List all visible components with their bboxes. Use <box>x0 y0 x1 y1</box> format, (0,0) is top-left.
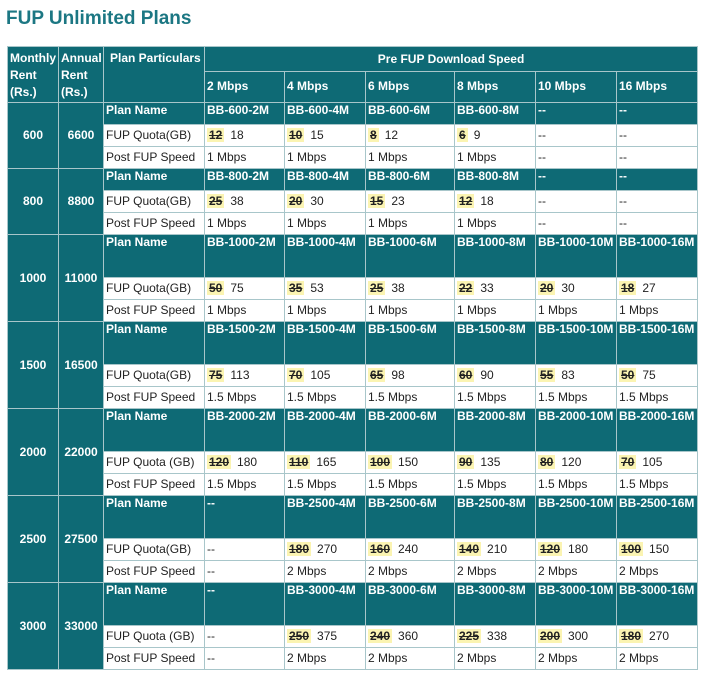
plan-name-cell: BB-2000-2M <box>205 409 285 452</box>
post-fup-cell: 2 Mbps <box>617 561 698 583</box>
plan-name-cell: BB-1000-4M <box>285 235 366 278</box>
post-fup-cell: 2 Mbps <box>366 561 455 583</box>
new-quota: 15 <box>310 128 324 142</box>
post-fup-cell: 2 Mbps <box>455 561 536 583</box>
old-quota: 18 <box>621 281 635 295</box>
plan-name-cell: BB-2000-4M <box>285 409 366 452</box>
new-quota: 30 <box>561 281 575 295</box>
post-fup-cell: 1 Mbps <box>205 300 285 322</box>
speed-header: 2 Mbps <box>205 72 285 103</box>
old-quota: 250 <box>289 629 310 643</box>
post-fup-cell: 1 Mbps <box>455 213 536 235</box>
new-quota: 180 <box>237 455 258 469</box>
plan-name-cell: BB-2000-16M <box>617 409 698 452</box>
plan-name-cell: -- <box>205 496 285 539</box>
old-quota: 35 <box>289 281 303 295</box>
quota-row <box>8 539 698 561</box>
post-fup-cell: 1 Mbps <box>366 213 455 235</box>
old-quota: 100 <box>370 455 391 469</box>
speed-group-header: Pre FUP Download Speed <box>205 47 698 72</box>
post-fup-label: Post FUP Speed <box>104 213 205 235</box>
quota-label: FUP Quota(GB) <box>104 125 205 147</box>
quota-cell <box>617 125 698 147</box>
old-quota: 200 <box>540 629 561 643</box>
old-quota: 50 <box>209 281 223 295</box>
monthly-rent: 2500 <box>8 496 59 583</box>
plan-name-cell: BB-1500-8M <box>455 322 536 365</box>
post-fup-cell: -- <box>536 147 617 169</box>
monthly-rent: 1000 <box>8 235 59 322</box>
new-quota: -- <box>619 194 627 208</box>
quota-label: FUP Quota(GB) <box>104 278 205 300</box>
post-fup-cell: 2 Mbps <box>366 648 455 670</box>
plan-name-cell: BB-1000-10M <box>536 235 617 278</box>
quota-cell <box>617 626 698 648</box>
post-fup-cell: 1.5 Mbps <box>455 387 536 409</box>
post-fup-cell: -- <box>205 648 285 670</box>
quota-cell <box>617 539 698 561</box>
plan-name-row <box>8 409 698 452</box>
old-quota: 12 <box>459 194 473 208</box>
new-quota: 27 <box>642 281 656 295</box>
quota-row <box>8 452 698 474</box>
quota-cell <box>205 626 285 648</box>
monthly-rent: 600 <box>8 103 59 169</box>
quota-cell <box>205 539 285 561</box>
post-fup-cell: -- <box>205 561 285 583</box>
new-quota: 338 <box>487 629 508 643</box>
post-fup-row <box>8 387 698 409</box>
post-fup-cell: 1 Mbps <box>285 300 366 322</box>
speed-header: 6 Mbps <box>366 72 455 103</box>
post-fup-cell: 1.5 Mbps <box>536 387 617 409</box>
plan-name-cell: BB-2000-8M <box>455 409 536 452</box>
plan-name-cell: BB-600-8M <box>455 103 536 125</box>
old-quota: 10 <box>289 128 303 142</box>
old-quota: 25 <box>370 281 384 295</box>
quota-cell <box>205 365 285 387</box>
new-quota: 300 <box>568 629 589 643</box>
post-fup-label: Post FUP Speed <box>104 387 205 409</box>
old-quota: 22 <box>459 281 473 295</box>
old-quota: 110 <box>289 455 309 469</box>
quota-cell <box>205 452 285 474</box>
quota-cell <box>366 125 455 147</box>
new-quota: -- <box>538 194 546 208</box>
old-quota: 90 <box>459 455 473 469</box>
plan-name-row <box>8 496 698 539</box>
speed-header: 8 Mbps <box>455 72 536 103</box>
plan-name-row <box>8 169 698 191</box>
post-fup-cell: 1 Mbps <box>205 213 285 235</box>
old-quota: 60 <box>459 368 473 382</box>
post-fup-cell: 1 Mbps <box>366 147 455 169</box>
plan-name-cell: BB-800-2M <box>205 169 285 191</box>
new-quota: 38 <box>391 281 405 295</box>
new-quota: 9 <box>473 128 481 142</box>
post-fup-row <box>8 300 698 322</box>
plan-name-cell: -- <box>617 103 698 125</box>
plan-name-cell: -- <box>536 169 617 191</box>
old-quota: 70 <box>621 455 635 469</box>
post-fup-cell: 1.5 Mbps <box>617 387 698 409</box>
plan-name-label: Plan Name <box>104 322 205 365</box>
post-fup-cell: 1.5 Mbps <box>366 474 455 496</box>
quota-cell <box>536 626 617 648</box>
plan-name-cell: BB-2500-16M <box>617 496 698 539</box>
plan-name-row <box>8 583 698 626</box>
quota-cell <box>205 191 285 213</box>
post-fup-cell: 1.5 Mbps <box>617 474 698 496</box>
quota-cell <box>455 125 536 147</box>
speed-header: 4 Mbps <box>285 72 366 103</box>
new-quota: 38 <box>230 194 244 208</box>
plan-name-cell: BB-2500-8M <box>455 496 536 539</box>
new-quota: 30 <box>310 194 324 208</box>
post-fup-cell: 1 Mbps <box>205 147 285 169</box>
new-quota: 83 <box>561 368 575 382</box>
post-fup-cell: 1 Mbps <box>617 300 698 322</box>
old-quota: 12 <box>209 128 223 142</box>
quota-cell <box>536 365 617 387</box>
old-quota: 120 <box>540 542 561 556</box>
plan-name-cell: BB-1000-16M <box>617 235 698 278</box>
plan-name-cell: BB-800-6M <box>366 169 455 191</box>
old-quota: 75 <box>209 368 223 382</box>
old-quota: 65 <box>370 368 384 382</box>
post-fup-cell: 1.5 Mbps <box>285 474 366 496</box>
quota-row <box>8 365 698 387</box>
new-quota: 150 <box>649 542 670 556</box>
annual-rent: 8800 <box>59 169 104 235</box>
quota-cell <box>536 191 617 213</box>
plan-name-row <box>8 235 698 278</box>
plan-name-cell: BB-3000-6M <box>366 583 455 626</box>
quota-label: FUP Quota (GB) <box>104 452 205 474</box>
old-quota: 25 <box>209 194 223 208</box>
plan-name-label: Plan Name <box>104 409 205 452</box>
post-fup-label: Post FUP Speed <box>104 300 205 322</box>
quota-row <box>8 278 698 300</box>
plan-name-cell: -- <box>536 103 617 125</box>
quota-cell <box>285 452 366 474</box>
quota-cell <box>617 278 698 300</box>
annual-rent: 27500 <box>59 496 104 583</box>
plan-name-cell: BB-2000-6M <box>366 409 455 452</box>
annual-rent-header: Annual Rent (Rs.) <box>59 47 104 103</box>
annual-rent: 11000 <box>59 235 104 322</box>
quota-row <box>8 191 698 213</box>
post-fup-cell: -- <box>536 213 617 235</box>
old-quota: 6 <box>459 128 466 142</box>
monthly-rent: 2000 <box>8 409 59 496</box>
annual-rent: 33000 <box>59 583 104 670</box>
monthly-rent: 1500 <box>8 322 59 409</box>
annual-rent: 22000 <box>59 409 104 496</box>
plan-name-cell: BB-600-2M <box>205 103 285 125</box>
quota-cell <box>366 626 455 648</box>
plan-name-cell: BB-3000-10M <box>536 583 617 626</box>
quota-cell <box>617 365 698 387</box>
speed-header: 10 Mbps <box>536 72 617 103</box>
quota-cell <box>285 191 366 213</box>
plan-name-cell: -- <box>205 583 285 626</box>
quota-cell <box>455 539 536 561</box>
post-fup-cell: 2 Mbps <box>617 648 698 670</box>
old-quota: 15 <box>370 194 384 208</box>
old-quota: 180 <box>289 542 310 556</box>
old-quota: 50 <box>621 368 635 382</box>
speed-header: 16 Mbps <box>617 72 698 103</box>
quota-cell <box>455 191 536 213</box>
plan-name-cell: -- <box>617 169 698 191</box>
post-fup-cell: 1.5 Mbps <box>366 387 455 409</box>
annual-rent: 6600 <box>59 103 104 169</box>
new-quota: 33 <box>480 281 494 295</box>
new-quota: 18 <box>230 128 244 142</box>
monthly-rent: 3000 <box>8 583 59 670</box>
post-fup-cell: 1.5 Mbps <box>285 387 366 409</box>
quota-cell <box>366 278 455 300</box>
quota-cell <box>366 191 455 213</box>
post-fup-row <box>8 213 698 235</box>
plan-name-label: Plan Name <box>104 103 205 125</box>
post-fup-label: Post FUP Speed <box>104 147 205 169</box>
old-quota: 70 <box>289 368 303 382</box>
monthly-rent-header: Monthly Rent (Rs.) <box>8 47 59 103</box>
new-quota: 98 <box>391 368 405 382</box>
new-quota: 90 <box>480 368 494 382</box>
plan-name-cell: BB-1500-6M <box>366 322 455 365</box>
new-quota: 18 <box>480 194 494 208</box>
new-quota: 165 <box>316 455 337 469</box>
old-quota: 80 <box>540 455 554 469</box>
quota-cell <box>455 365 536 387</box>
new-quota: 105 <box>642 455 663 469</box>
quota-cell <box>536 278 617 300</box>
plan-name-row <box>8 103 698 125</box>
plan-name-cell: BB-2500-4M <box>285 496 366 539</box>
plan-name-cell: BB-800-8M <box>455 169 536 191</box>
quota-cell <box>536 452 617 474</box>
new-quota: 375 <box>317 629 338 643</box>
plan-name-cell: BB-1000-6M <box>366 235 455 278</box>
post-fup-row <box>8 648 698 670</box>
new-quota: 53 <box>310 281 324 295</box>
new-quota: 135 <box>480 455 501 469</box>
quota-cell <box>285 365 366 387</box>
quota-cell <box>205 278 285 300</box>
old-quota: 20 <box>540 281 554 295</box>
quota-cell <box>205 125 285 147</box>
old-quota: 100 <box>621 542 642 556</box>
post-fup-cell: 1 Mbps <box>455 147 536 169</box>
new-quota: -- <box>207 542 215 556</box>
quota-label: FUP Quota (GB) <box>104 626 205 648</box>
plan-name-cell: BB-1500-10M <box>536 322 617 365</box>
quota-cell <box>455 452 536 474</box>
plan-name-cell: BB-1500-4M <box>285 322 366 365</box>
new-quota: 210 <box>487 542 508 556</box>
quota-cell <box>285 278 366 300</box>
plan-name-label: Plan Name <box>104 169 205 191</box>
plan-name-cell: BB-1000-2M <box>205 235 285 278</box>
quota-cell <box>617 191 698 213</box>
post-fup-cell: 2 Mbps <box>285 561 366 583</box>
new-quota: -- <box>619 128 627 142</box>
new-quota: 270 <box>649 629 670 643</box>
post-fup-cell: 1 Mbps <box>366 300 455 322</box>
old-quota: 8 <box>370 128 377 142</box>
post-fup-cell: 2 Mbps <box>536 561 617 583</box>
new-quota: 12 <box>384 128 399 142</box>
old-quota: 20 <box>289 194 303 208</box>
plan-name-label: Plan Name <box>104 496 205 539</box>
new-quota: 105 <box>310 368 331 382</box>
plan-name-cell: BB-1000-8M <box>455 235 536 278</box>
plan-particulars-header: Plan Particulars <box>104 47 205 103</box>
quota-label: FUP Quota(GB) <box>104 365 205 387</box>
new-quota: 23 <box>391 194 405 208</box>
new-quota: 240 <box>398 542 419 556</box>
post-fup-cell: 1.5 Mbps <box>455 474 536 496</box>
post-fup-label: Post FUP Speed <box>104 648 205 670</box>
old-quota: 55 <box>540 368 554 382</box>
new-quota: 270 <box>317 542 338 556</box>
old-quota: 180 <box>621 629 642 643</box>
post-fup-cell: -- <box>617 147 698 169</box>
plan-name-cell: BB-600-6M <box>366 103 455 125</box>
quota-cell <box>285 539 366 561</box>
post-fup-cell: 1.5 Mbps <box>205 387 285 409</box>
plan-name-cell: BB-600-4M <box>285 103 366 125</box>
old-quota: 240 <box>370 629 391 643</box>
post-fup-cell: 1 Mbps <box>536 300 617 322</box>
post-fup-cell: 1 Mbps <box>285 213 366 235</box>
new-quota: 75 <box>642 368 656 382</box>
quota-cell <box>455 626 536 648</box>
post-fup-row <box>8 474 698 496</box>
page-title: FUP Unlimited Plans <box>6 8 192 29</box>
quota-cell <box>617 452 698 474</box>
post-fup-cell: 1.5 Mbps <box>536 474 617 496</box>
new-quota: 360 <box>398 629 419 643</box>
new-quota: 180 <box>568 542 589 556</box>
quota-cell <box>536 539 617 561</box>
quota-cell <box>285 125 366 147</box>
plan-name-cell: BB-1500-16M <box>617 322 698 365</box>
quota-cell <box>285 626 366 648</box>
quota-row <box>8 626 698 648</box>
post-fup-label: Post FUP Speed <box>104 474 205 496</box>
post-fup-row <box>8 561 698 583</box>
post-fup-cell: 2 Mbps <box>285 648 366 670</box>
plan-name-cell: BB-2500-6M <box>366 496 455 539</box>
post-fup-cell: 2 Mbps <box>536 648 617 670</box>
post-fup-cell: 1 Mbps <box>285 147 366 169</box>
old-quota: 120 <box>209 455 230 469</box>
post-fup-cell: 2 Mbps <box>455 648 536 670</box>
quota-cell <box>366 365 455 387</box>
quota-cell <box>455 278 536 300</box>
new-quota: 113 <box>230 368 250 382</box>
quota-cell <box>366 539 455 561</box>
plan-name-cell: BB-2500-10M <box>536 496 617 539</box>
new-quota: -- <box>538 128 546 142</box>
quota-label: FUP Quota(GB) <box>104 539 205 561</box>
plan-name-label: Plan Name <box>104 583 205 626</box>
plan-name-cell: BB-800-4M <box>285 169 366 191</box>
quota-label: FUP Quota(GB) <box>104 191 205 213</box>
post-fup-cell: 1.5 Mbps <box>205 474 285 496</box>
post-fup-row <box>8 147 698 169</box>
new-quota: 75 <box>230 281 244 295</box>
new-quota: -- <box>207 629 215 643</box>
quota-cell <box>536 125 617 147</box>
quota-cell <box>366 452 455 474</box>
plan-name-cell: BB-3000-4M <box>285 583 366 626</box>
annual-rent: 16500 <box>59 322 104 409</box>
old-quota: 160 <box>370 542 391 556</box>
monthly-rent: 800 <box>8 169 59 235</box>
fup-plans-table <box>7 46 698 670</box>
old-quota: 225 <box>459 629 480 643</box>
old-quota: 140 <box>459 542 480 556</box>
plan-name-row <box>8 322 698 365</box>
plan-name-cell: BB-1500-2M <box>205 322 285 365</box>
new-quota: 120 <box>561 455 582 469</box>
plan-name-cell: BB-2000-10M <box>536 409 617 452</box>
plan-name-label: Plan Name <box>104 235 205 278</box>
post-fup-cell: 1 Mbps <box>455 300 536 322</box>
quota-row <box>8 125 698 147</box>
new-quota: 150 <box>398 455 419 469</box>
post-fup-label: Post FUP Speed <box>104 561 205 583</box>
plan-name-cell: BB-3000-16M <box>617 583 698 626</box>
post-fup-cell: -- <box>617 213 698 235</box>
plan-name-cell: BB-3000-8M <box>455 583 536 626</box>
